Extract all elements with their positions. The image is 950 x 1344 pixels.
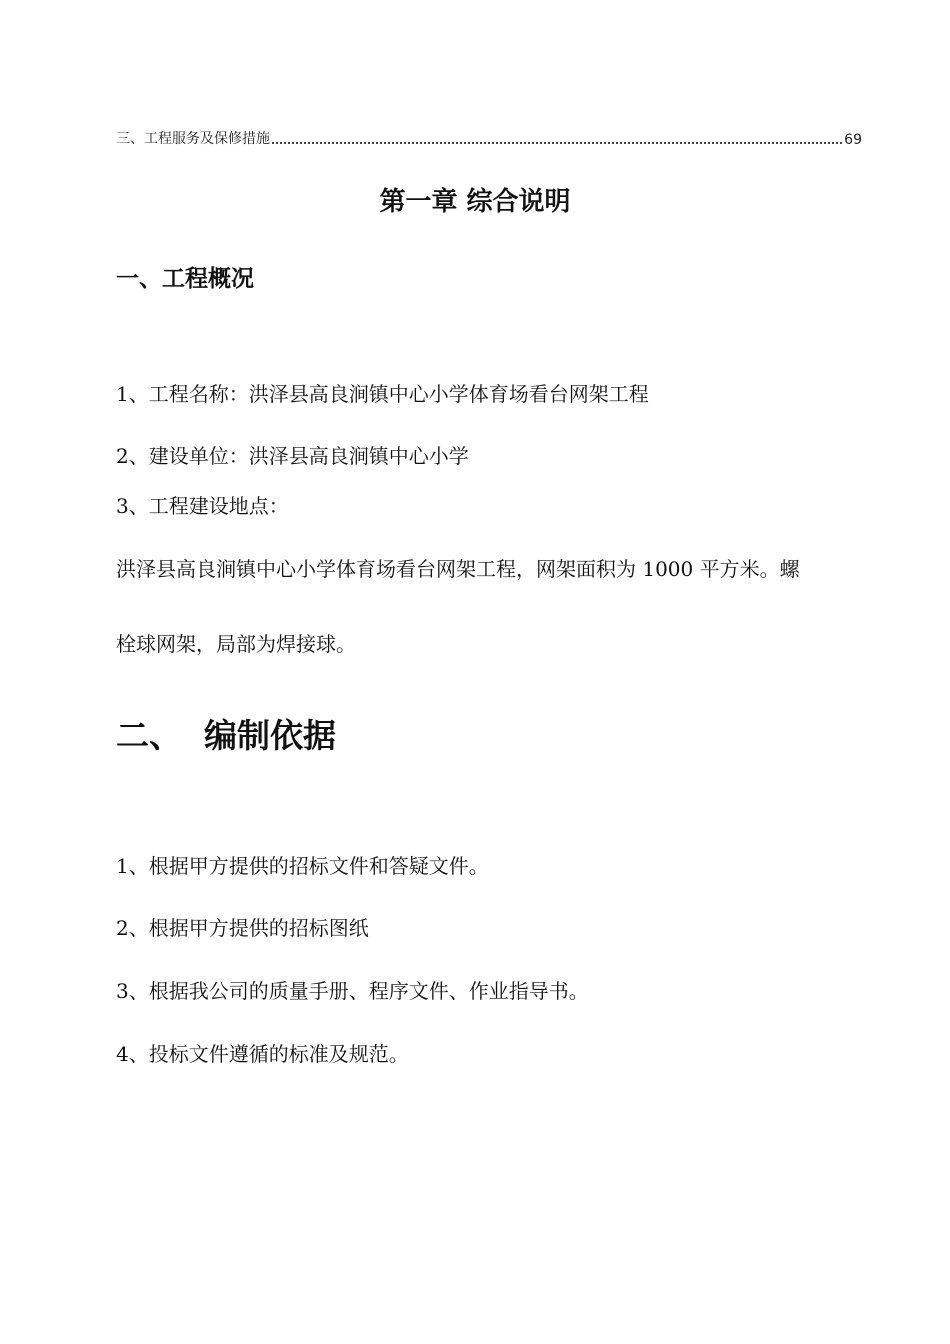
- chapter-title: 第一章 综合说明: [379, 187, 571, 217]
- basis-item-3: 3、根据我公司的质量手册、程序文件、作业指导书。: [116, 979, 589, 1003]
- basis-item-2: 2、根据甲方提供的招标图纸: [116, 916, 369, 940]
- section-heading-number: 二、: [116, 716, 182, 755]
- section-heading-text: 编制依据: [204, 716, 336, 755]
- toc-entry[interactable]: [116, 128, 862, 148]
- section-heading-basis: [116, 710, 336, 757]
- section-heading-overview: 一、工程概况: [116, 266, 254, 292]
- builder-line: 2、建设单位：洪泽县高良涧镇中心小学: [116, 444, 469, 468]
- toc-entry-title: 三、工程服务及保修措施: [116, 131, 270, 147]
- basis-item-1: 1、根据甲方提供的招标文件和答疑文件。: [116, 854, 489, 878]
- toc-entry-page: 69: [844, 132, 862, 148]
- description-line-2: 栓球网架，局部为焊接球。: [116, 632, 356, 656]
- basis-item-4: 4、投标文件遵循的标准及规范。: [116, 1042, 409, 1066]
- location-line: 3、工程建设地点：: [116, 494, 289, 518]
- toc-leader-dots: [272, 141, 842, 144]
- project-name-line: 1、工程名称：洪泽县高良涧镇中心小学体育场看台网架工程: [116, 382, 649, 406]
- description-line-1: 洪泽县高良涧镇中心小学体育场看台网架工程，网架面积为 1000 平方米。螺: [116, 557, 800, 581]
